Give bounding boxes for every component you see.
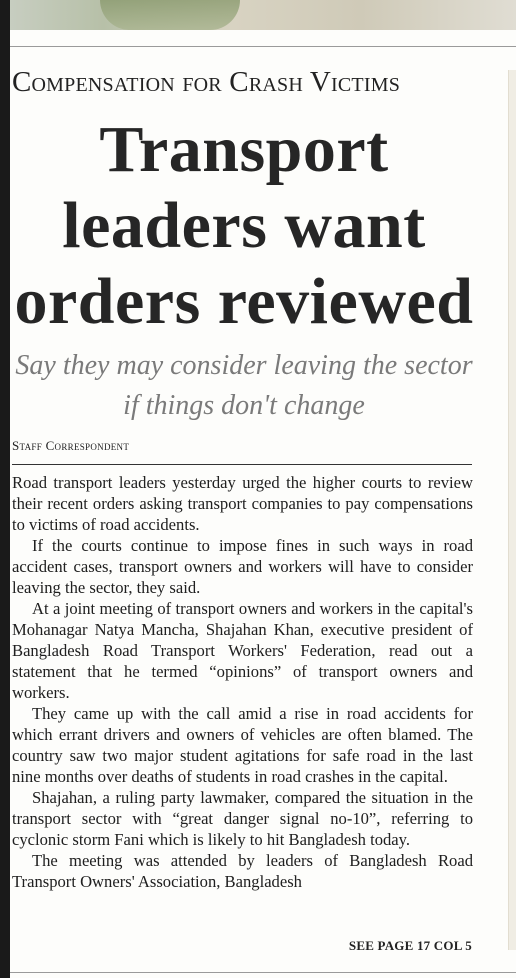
byline-divider [12,464,472,465]
photo-figure [100,0,240,30]
continuation-jump-line: SEE PAGE 17 COL 5 [348,938,472,953]
body-paragraph: They came up with the call amid a rise in road accidents for which errant drivers and owners of vehicles are often blamed. The country saw two major student agitations for safe road in the last nine months over deaths of students in road crashes in the capital. [12,704,473,786]
body-paragraph: Road transport leaders yesterday urged the higher courts to review their recent orders asking transport companies to pay compensations to victims of road accidents. [12,473,473,534]
body-paragraph: At a joint meeting of transport owners and workers in the capital's Mohanagar Natya Mancha, Shajahan Khan, executive president of Bangladesh Road Transport Workers' Federation, read out a statement that he termed “opinions” of transport owners and workers. [12,599,473,702]
body-paragraph: The meeting was attended by leaders of Bangladesh Road Transport Owners' Association, Bangladesh [12,851,473,891]
page-gutter-bar [0,0,10,978]
top-photo-fragment [0,0,516,30]
section-divider-bottom [10,972,516,973]
adjacent-column-edge [508,70,516,950]
article-deck: Say they may consider leaving the sector if things don't change [15,350,473,421]
section-divider-top [10,46,516,47]
article-headline: Transport leaders want orders reviewed [14,113,474,338]
body-paragraph: If the courts continue to impose fines in such ways in road accident cases, transport owners and workers will have to consider leaving the sector, they said. [12,536,473,597]
body-paragraph: Shajahan, a ruling party lawmaker, compared the situation in the transport sector with “great danger signal no-10”, referring to cyclonic storm Fani which is likely to hit Bangladesh today. [12,788,473,849]
article-kicker: Compensation for Crash Victims [12,66,401,98]
article-body [12,472,473,892]
article-byline: Staff Correspondent [12,438,130,453]
